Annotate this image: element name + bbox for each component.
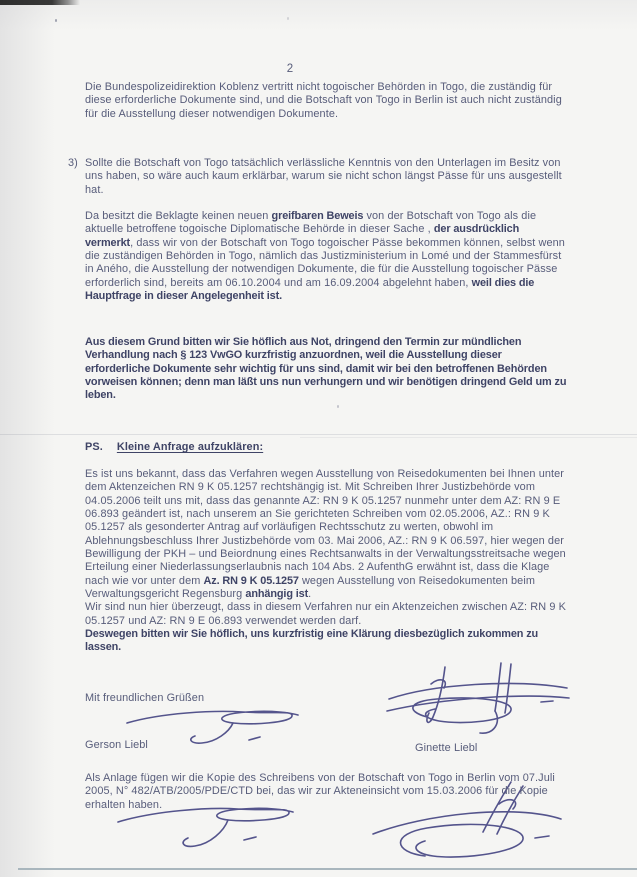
paragraph-anlage: Als Anlage fügen wir die Kopie des Schreibens von der Botschaft von Togo in Berlin vom 07.Juli 2005, N° 482/ATB/2005/PDE/CTD bei, das wir zur Akteneinsicht vom 15.03.2006 für die Kopie erhalten haben. <box>85 772 555 811</box>
ps-marker: PS. <box>85 441 103 453</box>
paragraph-intro: Die Bundespolizeidirektion Koblenz vertritt nicht togoischer Behörden in Togo, die zuständig für diese erforderliche Dokumente sind, und die Botschaft von Togo in Berlin ist auch nicht zuständig für die Ausstellung dieser notwendigen Dokumente. <box>85 81 562 120</box>
ps-title: Kleine Anfrage aufzuklären: <box>116 441 264 453</box>
closing-salutation: Mit freundlichen Grüßen <box>85 692 205 704</box>
scan-speck <box>55 19 57 22</box>
handwritten-signature-ginette <box>383 653 573 748</box>
scan-speck <box>337 405 339 408</box>
item-text: Sollte die Botschaft von Togo tatsächlich verlässliche Kenntnis von den Unterlagen im Besitz von uns haben, so wäre auch kaum erklärbar, warum sie nicht schon längst Pässe für uns ausgestellt hat. <box>85 157 562 196</box>
handwritten-signature-gerson <box>121 701 303 751</box>
numbered-item-3 <box>68 157 565 197</box>
paper-crease-line <box>0 434 637 435</box>
signer-name-right: Ginette Liebl <box>415 742 478 754</box>
paper-crease-line <box>300 437 637 438</box>
scan-speck <box>287 17 289 20</box>
signer-name-left: Gerson Liebl <box>85 739 148 751</box>
ps-heading <box>85 441 263 454</box>
paragraph-ps-body: Es ist uns bekannt, dass das Verfahren wegen Ausstellung von Reisedokumenten bei Ihnen unter dem Aktenzeichen RN 9 K 05.1257 rechtshängig ist. Mit Schreiben Ihrer Justizbehörde vom 04.05.2006 teilt uns mit, dass das genannte AZ: RN 9 K 05.1257 nunmehr unter dem AZ: RN 9 E 06.893 geändert ist, nach unserem an Sie gerichteten Schreiben vom 02.05.2006, AZ.: RN 9 K 05.1257 als gesonderter Antrag auf vorläufigen Rechtsschutz zu werten, obwohl im Ablehnungsbeschluss Ihrer Justizbehörde vom 03. Mai 2006, AZ.: RN 9 K 06.597, hier wegen der Bewilligung der PKH – und Beiordnung eines Rechtsanwalts in der Verwaltungsstreitsache wegen Erteilung einer Niederlassungserlaubnis nach 104 Abs. 2 AufenthG erwähnt ist, dass die Klage nach wie vor unter dem Az. RN 9 K 05.1257 wegen Ausstellung von Reisedokumenten beim Verwaltungsgericht Regensburg anhängig ist. Wir sind nun hier überzeugt, dass in diesem Verfahren nur ein Aktenzeichen zwischen AZ: RN 9 K 05.1257 und AZ: RN 9 E 06.893 verwendet werden darf. Deswegen bitten wir Sie höflich, uns kurzfristig eine Klärung diesbezüglich zukommen zu lassen. <box>85 468 566 654</box>
page-number: 2 <box>286 63 294 75</box>
paragraph-urgent-request: Aus diesem Grund bitten wir Sie höflich aus Not, dringend den Termin zur mündlichen Verhandlung nach § 123 VwGO kurzfristig anzuordnen, weil die Ausstellung dieser erforderliche Dokumente sehr wichtig für uns sind, damit wir bei den betroffenen Behörden vorweisen können; denn man läßt uns nun verhungern und wir benötigen dringend Geld um zu leben. <box>85 336 567 402</box>
scan-edge-artifact-top-left <box>0 0 80 5</box>
paragraph-beklagte: Da besitzt die Beklagte keinen neuen greifbaren Beweis von der Botschaft von Togo als die aktuelle betroffene togoische Diplomatische Behörde in dieser Sache , der ausdrücklich vermerkt, dass wir von der Botschaft von Togo togoischer Pässe bekommen können, selbst wenn die zuständigen Behörden in Togo, nämlich das Justizministerium in Lomé und der Stammesfürst in Aného, die Ausstellung der notwendigen Dokumente, die für die Ausstellung togoischer Pässe erforderlich sind, bereits am 06.10.2004 und am 16.09.2004 abgelehnt haben, weil dies die Hauptfrage in dieser Angelegenheit ist. <box>85 210 565 303</box>
item-number: 3) <box>68 157 78 169</box>
